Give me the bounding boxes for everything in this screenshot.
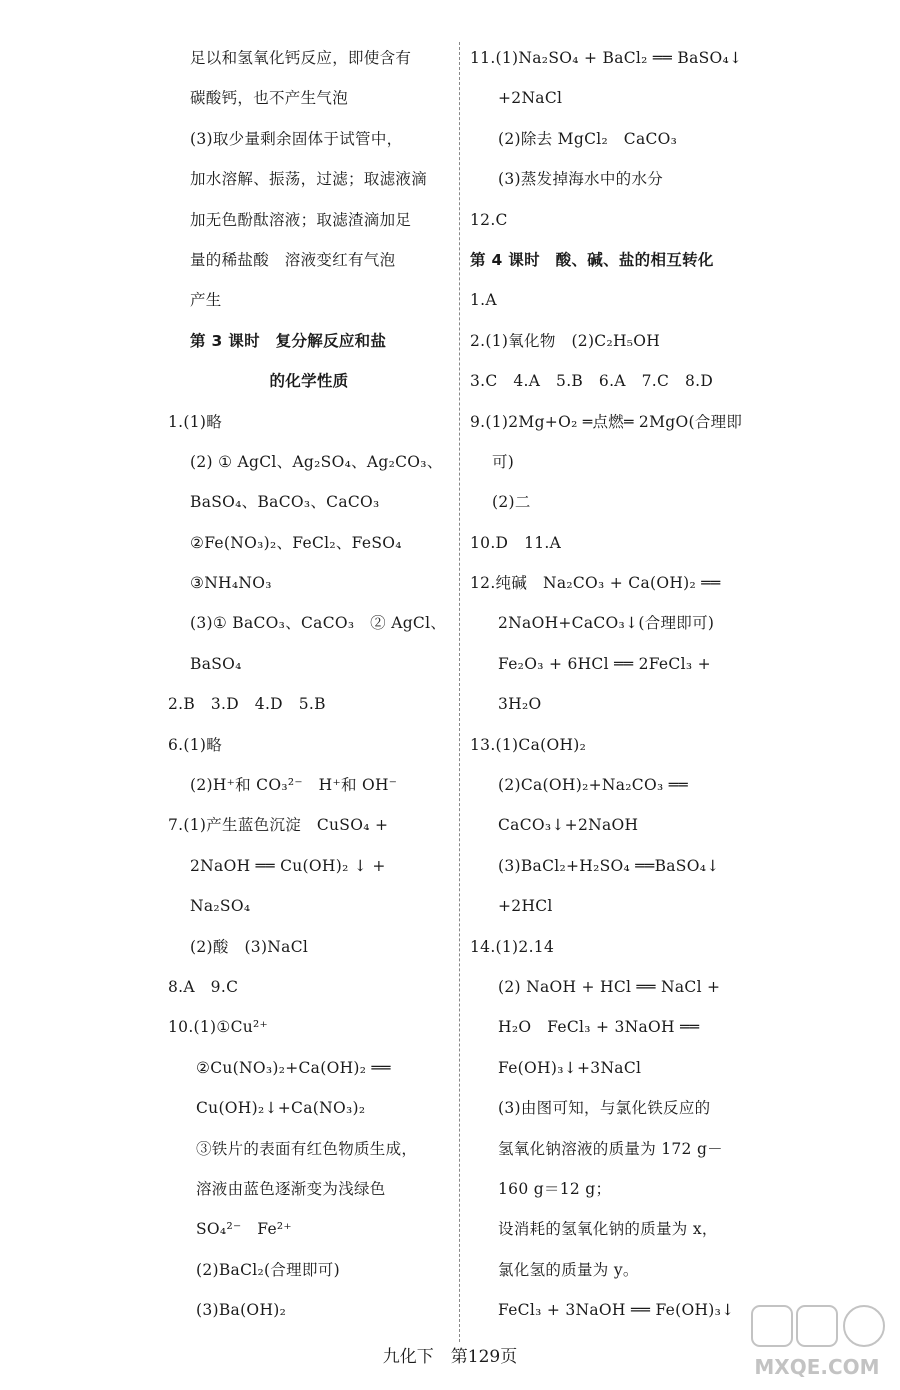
left-column-line: BaSO₄、BaCO₃、CaCO₃ [190,493,380,512]
left-column-line: 加水溶解、振荡，过滤；取滤液滴 [190,170,428,189]
left-column-line: ②Fe(NO₃)₂、FeCl₂、FeSO₄ [190,533,402,552]
right-column-line: (3)由图可知，与氯化铁反应的 [498,1099,711,1118]
left-column-line: 第 3 课时 复分解反应和盐 [190,331,387,350]
right-column-line: (3)BaCl₂+H₂SO₄ ══BaSO₄↓ [498,856,720,875]
left-column-line: 2NaOH ══ Cu(OH)₂ ↓ + [190,856,386,875]
right-column-line: 12.纯碱 Na₂CO₃ + Ca(OH)₂ ══ [470,574,721,593]
right-column-line: Fe(OH)₃↓+3NaCl [498,1058,642,1077]
right-column-line: FeCl₃ + 3NaOH ══ Fe(OH)₃↓ [498,1301,735,1320]
svg-text:MXQE.COM: MXQE.COM [754,1355,880,1379]
right-column-line: 9.(1)2Mg+O₂ ═点燃═ 2MgO(合理即 [470,412,743,431]
right-column-line: 设消耗的氢氧化钠的质量为 x， [498,1220,718,1239]
left-column-line: (3)取少量剩余固体于试管中， [190,129,403,148]
left-column-line: 6.(1)略 [168,735,223,754]
left-column-line: SO₄²⁻ Fe²⁺ [196,1220,292,1239]
left-column-line: BaSO₄ [190,654,242,673]
right-column-line: +2HCl [498,897,553,916]
left-column-line: (2)H⁺和 CO₃²⁻ H⁺和 OH⁻ [190,776,398,795]
left-column-line: 的化学性质 [269,372,349,391]
right-column-line: 3.C 4.A 5.B 6.A 7.C 8.D [470,372,714,391]
left-column-line: ③铁片的表面有红色物质生成， [196,1139,418,1158]
right-column-line: 10.D 11.A [470,533,562,552]
left-column-line: 产生 [190,291,222,310]
right-column-line: (2) NaOH + HCl ══ NaCl + [498,977,721,996]
right-column-line: H₂O FeCl₃ + 3NaOH ══ [498,1018,700,1037]
column-divider [459,42,460,1342]
right-column-line: 氢氧化钠溶液的质量为 172 g－ [498,1139,723,1158]
left-column-line: 溶液由蓝色逐渐变为浅绿色 [196,1179,386,1198]
left-column-line: 量的稀盐酸 溶液变红有气泡 [190,250,396,269]
right-column-line: (3)蒸发掉海水中的水分 [498,170,664,189]
right-column-line: 2NaOH+CaCO₃↓(合理即可) [498,614,715,633]
right-column-line: CaCO₃↓+2NaOH [498,816,639,835]
left-column-line: (3)Ba(OH)₂ [196,1301,287,1320]
left-column [168,38,450,1331]
right-column-line: 1.A [470,291,497,310]
right-column [470,38,762,1331]
right-column-line: Fe₂O₃ + 6HCl ══ 2FeCl₃ + [498,654,711,673]
left-column-line: 加无色酚酞溶液；取滤渣滴加足 [190,210,412,229]
left-column-line: ③NH₄NO₃ [190,574,272,593]
left-column-line: 7.(1)产生蓝色沉淀 CuSO₄ + [168,816,389,835]
left-column-line: (3)① BaCO₃、CaCO₃ ② AgCl、 [190,614,447,633]
right-column-line: (2)除去 MgCl₂ CaCO₃ [498,129,678,148]
right-column-line: 3H₂O [498,695,542,714]
left-column-line: Cu(OH)₂↓+Ca(NO₃)₂ [196,1099,366,1118]
page-footer: 九化下 第129页 [382,1347,518,1367]
left-column-line: ②Cu(NO₃)₂+Ca(OH)₂ ══ [196,1058,391,1077]
left-column-line: (2) ① AgCl、Ag₂SO₄、Ag₂CO₃、 [190,452,443,471]
left-column-line: 碳酸钙，也不产生气泡 [190,89,349,108]
right-column-line: 第 4 课时 酸、碱、盐的相互转化 [470,250,714,269]
right-column-line: 13.(1)Ca(OH)₂ [470,735,587,754]
right-column-line: 2.(1)氧化物 (2)C₂H₅OH [470,331,661,350]
left-column-line: 2.B 3.D 4.D 5.B [168,695,326,714]
watermark-logo [742,1302,892,1384]
left-column-line: (2)酸 (3)NaCl [190,937,309,956]
left-column-line: 1.(1)略 [168,412,223,431]
left-column-line: (2)BaCl₂(合理即可) [196,1260,340,1279]
right-column-line: (2)Ca(OH)₂+Na₂CO₃ ══ [498,776,688,795]
left-column-line: Na₂SO₄ [190,897,251,916]
right-column-line: 14.(1)2.14 [470,937,555,956]
right-column-line: (2)二 [492,493,531,512]
left-column-line: 8.A 9.C [168,977,239,996]
right-column-line: +2NaCl [498,89,563,108]
left-column-line: 10.(1)①Cu²⁺ [168,1018,269,1037]
right-column-line: 可) [492,452,515,471]
right-column-line: 氯化氢的质量为 y。 [498,1260,639,1279]
right-column-line: 12.C [470,210,508,229]
right-column-line: 160 g＝12 g； [498,1179,612,1198]
left-column-line: 足以和氢氧化钙反应，即使含有 [190,49,412,67]
right-column-line: 11.(1)Na₂SO₄ + BaCl₂ ══ BaSO₄↓ [470,49,743,67]
